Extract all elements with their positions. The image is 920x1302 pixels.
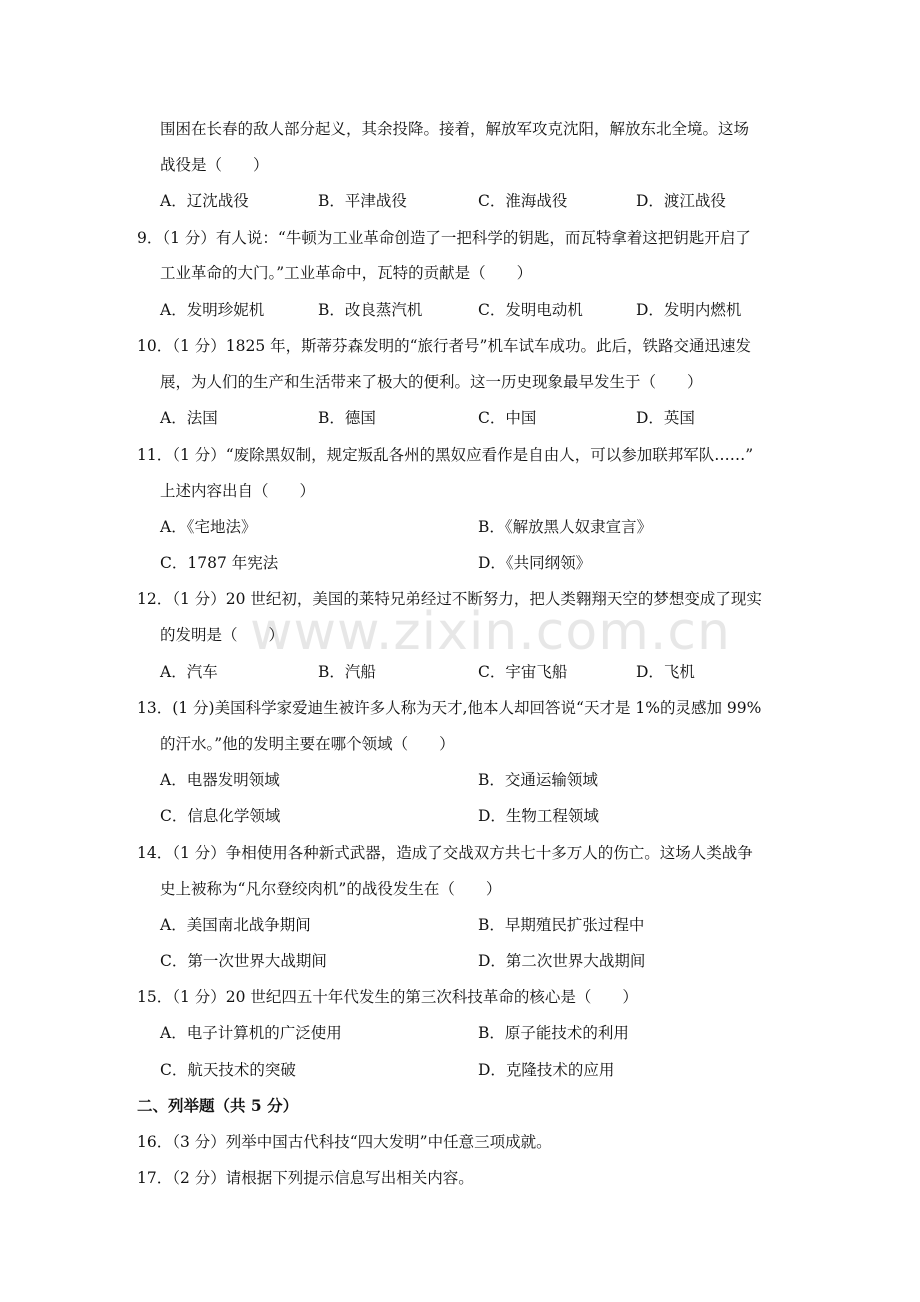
option-d: D．生物工程领域 [478,807,599,825]
option-d: D．英国 [636,409,695,427]
option-a: A．美国南北战争期间 [160,916,311,934]
question-11-text-line: 上述内容出自（ ） [160,482,316,500]
question-10-text: 10．（1 分）1825 年，斯蒂芬森发明的“旅行者号”机车试车成功。此后，铁路交通迅速发 [137,337,751,355]
option-b: B．早期殖民扩张过程中 [478,916,645,934]
option-b: B．《解放黑人奴隶宣言》 [478,518,653,536]
option-c: C．第一次世界大战期间 [160,952,327,970]
question-9-text: 9．（1 分）有人说：“牛顿为工业革命创造了一把科学的钥匙，而瓦特拿着这把钥匙开启了 [137,229,751,247]
option-b: B．汽船 [318,663,376,681]
question-11-text: 11．（1 分）“废除黑奴制，规定叛乱各州的黑奴应看作是自由人，可以参加联邦军队……” [137,446,754,464]
option-c: C．1787 年宪法 [160,554,279,572]
option-a: A．电子计算机的广泛使用 [160,1024,342,1042]
question-8-text-line: 战役是（ ） [160,156,269,174]
option-c: C．中国 [478,409,537,427]
option-d: D．飞机 [636,663,695,681]
option-a: A．发明珍妮机 [160,301,265,319]
option-a: A．电器发明领域 [160,771,280,789]
question-13-text: 13．(1 分)美国科学家爱迪生被许多人称为天才,他本人却回答说“天才是 1%的灵感加 99% [137,699,762,717]
section-title: 二、列举题（共 5 分） [137,1096,299,1115]
watermark: www.zixin.com.cn [250,602,731,662]
question-9-text-line: 工业革命的大门。”工业革命中，瓦特的贡献是（ ） [160,264,533,282]
option-d: D．渡江战役 [636,192,726,210]
option-d: D．克隆技术的应用 [478,1061,615,1079]
option-c: C．发明电动机 [478,301,583,319]
question-14-text-line: 史上被称为“凡尔登绞肉机”的战役发生在（ ） [160,880,502,898]
question-15-text: 15．（1 分）20 世纪四五十年代发生的第三次科技革命的核心是（ ） [137,988,638,1006]
option-d: D．发明内燃机 [636,301,742,319]
question-14-text: 14．（1 分）争相使用各种新式武器，造成了交战双方共七十多万人的伤亡。这场人类战争 [137,844,753,862]
option-c: C．信息化学领域 [160,807,281,825]
option-b: B．改良蒸汽机 [318,301,423,319]
option-c: C．宇宙飞船 [478,663,568,681]
option-a: A．《宅地法》 [160,518,257,536]
question-13-text-line: 的汗水。”他的发明主要在哪个领域（ ） [160,735,455,753]
option-c: C．航天技术的突破 [160,1061,296,1079]
question-16-text: 16．（3 分）列举中国古代科技“四大发明”中任意三项成就。 [137,1133,552,1151]
question-17-text: 17．（2 分）请根据下列提示信息写出相关内容。 [137,1169,474,1187]
question-10-text-line: 展，为人们的生产和生活带来了极大的便利。这一历史现象最早发生于（ ） [160,373,703,391]
option-b: B．原子能技术的利用 [478,1024,629,1042]
option-a: A．汽车 [160,663,218,681]
option-b: B．平津战役 [318,192,407,210]
option-a: A．法国 [160,409,218,427]
question-12-text: 12．（1 分）20 世纪初，美国的莱特兄弟经过不断努力，把人类翱翔天空的梦想变成了现实 [137,590,762,608]
question-8-text-line: 围困在长春的敌人部分起义，其余投降。接着，解放军攻克沈阳，解放东北全境。这场 [160,120,750,138]
option-d: D．《共同纲领》 [478,554,592,572]
option-b: B．德国 [318,409,376,427]
option-b: B．交通运输领域 [478,771,598,789]
question-12-text-line: 的发明是（ ） [160,626,285,644]
option-d: D．第二次世界大战期间 [478,952,646,970]
option-a: A．辽沈战役 [160,192,249,210]
option-c: C．淮海战役 [478,192,568,210]
